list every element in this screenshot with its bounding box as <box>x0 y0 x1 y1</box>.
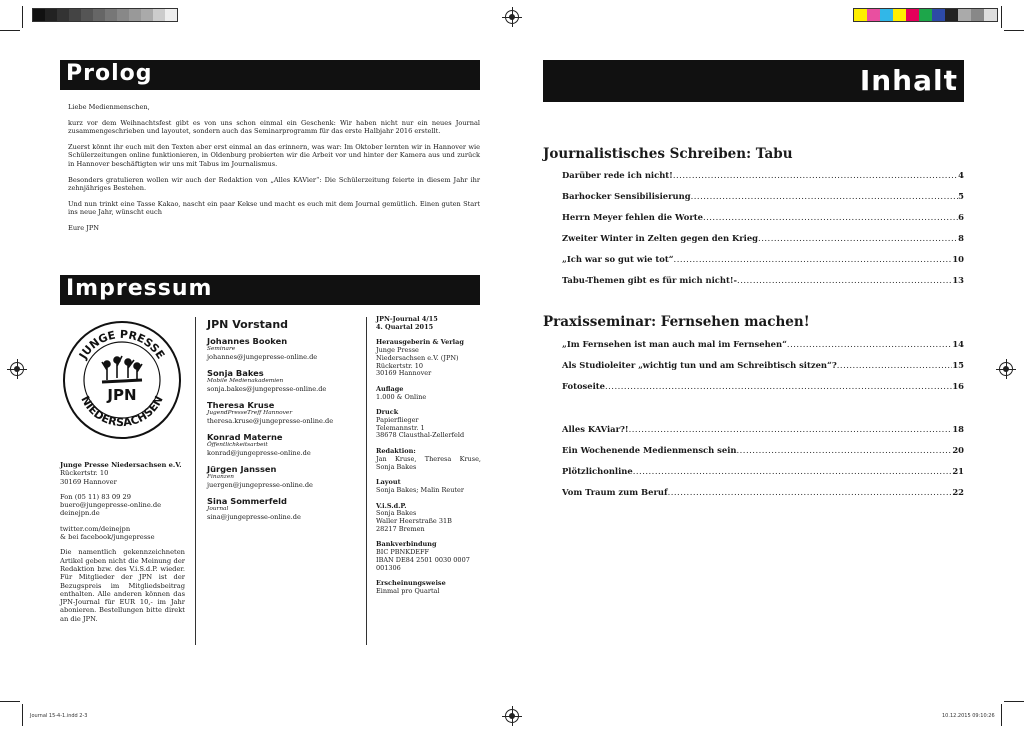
member-role: JugendPresseTreff Hannover <box>207 410 293 416</box>
toc-entry[interactable] <box>562 339 964 360</box>
registration-mark-right <box>999 362 1013 376</box>
member-email[interactable]: johannes@jungepresse-online.de <box>207 353 318 361</box>
impressum-disclaimer: Die namentlich gekennzeichneten Artikel geben nicht die Meinung der Redaktion bzw. des V.i.S.d.P. wieder. Für Mitglieder der JPN ist der Bezugspreis im Mitgliedsbeitrag enthalten. Alle anderen können das JPN-Journal für EUR 10,- im Jahr abonieren. Bestellungen bitte direkt an die JPN. <box>60 548 185 623</box>
erscheinung-label: Erscheinungsweise <box>376 579 446 588</box>
toc-entry-title: Alles KAViar?! <box>562 424 629 434</box>
toc-entry-title: „Im Fernsehen ist man auch mal im Fernsehen“ <box>562 339 787 349</box>
toc-entry-page: 21 <box>952 466 964 476</box>
redaktion-value: Jan Kruse, Theresa Kruse, Sonja Bakes <box>376 454 481 471</box>
visdp-line: Sonja Bakes <box>376 509 417 518</box>
member-role: Mobile Medienakademien <box>207 378 284 384</box>
toc-leader <box>837 360 953 370</box>
toc-entry-page: 18 <box>952 424 964 434</box>
erscheinung-value: Einmal pro Quartal <box>376 586 440 595</box>
toc-entry-page: 14 <box>952 339 964 349</box>
slug-right: 10.12.2015 09:10:26 <box>942 713 995 719</box>
org-website[interactable]: deinejpn.de <box>60 509 100 518</box>
toc-entry[interactable] <box>562 233 964 254</box>
prolog-paragraph: Zuerst könnt ihr euch mit den Texten aber erst einmal an das erinnern, was war: Im Oktober lernten wir in Hannover wie Schülerzeitungen online funktionieren, in Oldenburg probierten wir die Arbeit vor und hinter der Kamera aus und zurück in Hannover beschäftigten wir uns mit Tabus im Journalismus. <box>68 142 480 168</box>
color-bar <box>853 8 998 22</box>
vorstand-member <box>207 368 367 393</box>
toc-leader <box>787 339 952 349</box>
toc-entry-page: 13 <box>952 275 964 285</box>
vorstand-member <box>207 496 367 521</box>
jpn-logo <box>62 320 182 440</box>
member-name: Jürgen Janssen <box>207 464 277 474</box>
toc-entry-title: Zweiter Winter in Zelten gegen den Krieg <box>562 233 759 243</box>
toc-entry[interactable] <box>562 191 964 212</box>
toc-entry-title: Ein Wochenende Medienmensch sein <box>562 445 737 455</box>
toc-leader <box>668 487 953 497</box>
publisher-label: Herausgeberin & Verlag <box>376 338 464 347</box>
member-role: Journal <box>207 506 229 512</box>
toc-leader <box>673 170 958 180</box>
publisher-line: Rückertstr. 10 <box>376 361 423 370</box>
druck-line: Telemannstr. 1 <box>376 423 425 432</box>
registration-mark-top <box>505 10 519 24</box>
crop-mark <box>1004 30 1024 31</box>
crop-mark <box>1001 704 1002 726</box>
visdp-label: V.i.S.d.P. <box>376 501 407 510</box>
toc-entry[interactable] <box>562 212 964 233</box>
member-email[interactable]: konrad@jungepresse-online.de <box>207 449 311 457</box>
column-divider <box>195 317 196 645</box>
publisher-line: 30169 Hannover <box>376 369 432 378</box>
toc-entry[interactable] <box>562 170 964 191</box>
impressum-contact <box>60 461 185 623</box>
section-title-praxis: Praxisseminar: Fernsehen machen! <box>543 314 810 330</box>
publisher-line: Niedersachsen e.V. (JPN) <box>376 353 459 362</box>
toc-entry[interactable] <box>562 487 964 508</box>
logo-figures-icon <box>102 356 142 382</box>
prolog-paragraph: Besonders gratulieren wollen wir auch der Redaktion von „Alles KAVier“: Die Schülerzeitung feierte in diesem Jahr ihr zehnjähriges Bestehen. <box>68 175 480 193</box>
vorstand-member <box>207 336 367 361</box>
toc-entry-title: Als Studioleiter „wichtig tun und am Schreibtisch sitzen“? <box>562 360 837 370</box>
member-name: Johannes Booken <box>207 336 288 346</box>
impressum-heading: Impressum <box>60 275 480 305</box>
org-street: Rückertstr. 10 <box>60 469 109 478</box>
crop-mark <box>0 30 20 31</box>
crop-mark <box>22 704 23 726</box>
toc-entry-title: Herrn Meyer fehlen die Worte <box>562 212 703 222</box>
member-email[interactable]: theresa.kruse@jungepresse-online.de <box>207 417 334 425</box>
vorstand-member <box>207 432 367 457</box>
prolog-signoff: Eure JPN <box>68 223 100 232</box>
publisher-line: Junge Presse <box>376 346 419 355</box>
visdp-line: 28217 Bremen <box>376 524 425 533</box>
prolog-greeting: Liebe Medienmenschen, <box>68 103 150 111</box>
prolog-text <box>60 103 480 240</box>
vorstand-title: JPN Vorstand <box>207 318 289 331</box>
toc-entry-page: 15 <box>952 360 964 370</box>
toc-entry-title: Tabu-Themen gibt es für mich nicht!- <box>562 275 738 285</box>
toc-entry[interactable] <box>562 275 964 296</box>
toc-entry-page: 5 <box>958 191 964 201</box>
crop-mark <box>22 6 23 28</box>
member-name: Konrad Materne <box>207 432 283 442</box>
member-email[interactable]: sina@jungepresse-online.de <box>207 513 301 521</box>
logo-top-text: JUNGE PRESSE <box>76 327 168 362</box>
toc-leader <box>674 254 953 264</box>
toc-section-praxis <box>562 339 964 402</box>
toc-entry-title: Vom Traum zum Beruf <box>562 487 668 497</box>
toc-entry-page: 20 <box>952 445 964 455</box>
logo-bottom-text: NIEDERSACHSEN <box>78 393 166 430</box>
vorstand-member <box>207 400 367 425</box>
toc-entry[interactable] <box>562 466 964 487</box>
toc-entry-title: Darüber rede ich nicht! <box>562 170 673 180</box>
druck-label: Druck <box>376 408 399 417</box>
toc-entry[interactable] <box>562 424 964 445</box>
inhalt-heading: Inhalt <box>543 60 964 102</box>
toc-entry-title: „Ich war so gut wie tot“ <box>562 254 674 264</box>
toc-leader <box>633 466 953 476</box>
bank-line: BIC PBNKDEFF <box>376 548 430 557</box>
toc-entry-page: 10 <box>952 254 964 264</box>
toc-leader <box>629 424 953 434</box>
section-title-tabu: Journalistisches Schreiben: Tabu <box>543 146 793 162</box>
member-name: Theresa Kruse <box>207 400 275 410</box>
bank-line: 001306 <box>376 563 401 572</box>
crop-mark <box>1001 6 1002 28</box>
toc-leader <box>703 212 958 222</box>
toc-entry-page: 8 <box>958 233 964 243</box>
vorstand-member <box>207 464 367 489</box>
toc-leader <box>736 445 952 455</box>
toc-entry[interactable] <box>562 254 964 275</box>
toc-section-tabu <box>562 170 964 296</box>
vorstand-column <box>207 318 367 528</box>
toc-leader <box>605 381 952 391</box>
journal-info-column <box>376 316 481 596</box>
druck-line: 38678 Clausthal-Zellerfeld <box>376 431 465 440</box>
auflage-value: 1.000 & Online <box>376 392 427 401</box>
org-email[interactable]: buero@jungepresse-online.de <box>60 501 162 510</box>
toc-entry-page: 4 <box>958 170 964 180</box>
logo-center-text: JPN <box>107 386 137 404</box>
member-name: Sonja Bakes <box>207 368 264 378</box>
org-phone: Fon (05 11) 83 09 29 <box>60 492 132 501</box>
org-facebook[interactable]: & bei facebook/jungepresse <box>60 533 155 542</box>
toc-entry-page: 22 <box>952 487 964 497</box>
bank-label: Bankverbindung <box>376 540 437 549</box>
layout-label: Layout <box>376 478 401 487</box>
toc-entry[interactable] <box>562 445 964 466</box>
member-role: Finanzen <box>207 474 235 480</box>
prolog-paragraph: kurz vor dem Weihnachtsfest gibt es von uns schon einmal ein Geschenk: Wir haben nicht nur ein neues Journal zusammengeschrieben und layoutet, sondern auch das Seminarprogramm für das erste Halbjahr 2016 erstellt. <box>68 118 480 136</box>
redaktion-label: Redaktion: <box>376 447 416 456</box>
prolog-paragraph: Und nun trinkt eine Tasse Kakao, nascht ein paar Kekse und macht es euch mit dem Journal gemütlich. Einen guten Start ins neue Jahr, wünscht euch <box>68 199 480 217</box>
bank-line: IBAN DE84 2501 0030 0007 <box>376 555 470 564</box>
crop-mark <box>1004 701 1024 702</box>
toc-entry-page: 6 <box>958 212 964 222</box>
toc-entry-title: Plötzlichonline <box>562 466 633 476</box>
toc-leader <box>737 275 952 285</box>
toc-leader <box>691 191 959 201</box>
auflage-label: Auflage <box>376 384 404 393</box>
member-role: Seminare <box>207 346 236 352</box>
crop-mark <box>0 701 20 702</box>
org-name: Junge Presse Niedersachsen e.V. <box>60 461 182 469</box>
member-email[interactable]: juergen@jungepresse-online.de <box>207 481 313 489</box>
toc-entry-title: Fotoseite <box>562 381 605 391</box>
toc-entry-page: 16 <box>952 381 964 391</box>
visdp-line: Waller Heerstraße 31B <box>376 517 452 526</box>
member-role: Öffentlichkeitsarbeit <box>207 442 268 448</box>
druck-line: Papierflieger <box>376 416 419 425</box>
member-email[interactable]: sonja.bakes@jungepresse-online.de <box>207 385 327 393</box>
org-city: 30169 Hannover <box>60 477 117 486</box>
toc-leader <box>758 233 958 243</box>
toc-entry-title: Barhocker Sensibilisierung <box>562 191 691 201</box>
member-name: Sina Sommerfeld <box>207 496 287 506</box>
slug-left: Journal 15-4-1.indd 2-3 <box>30 713 88 719</box>
toc-entry[interactable] <box>562 360 964 381</box>
grayscale-bar <box>32 8 178 22</box>
toc-section-misc <box>562 424 964 508</box>
registration-mark-left <box>10 362 24 376</box>
layout-value: Sonja Bakes; Malin Reuter <box>376 485 464 494</box>
prolog-heading: Prolog <box>60 60 480 90</box>
journal-issue: JPN-Journal 4/15 <box>376 315 438 323</box>
toc-entry[interactable] <box>562 381 964 402</box>
registration-mark-bottom <box>505 709 519 723</box>
journal-quarter: 4. Quartal 2015 <box>376 322 434 331</box>
org-twitter[interactable]: twitter.com/deinejpn <box>60 524 131 533</box>
